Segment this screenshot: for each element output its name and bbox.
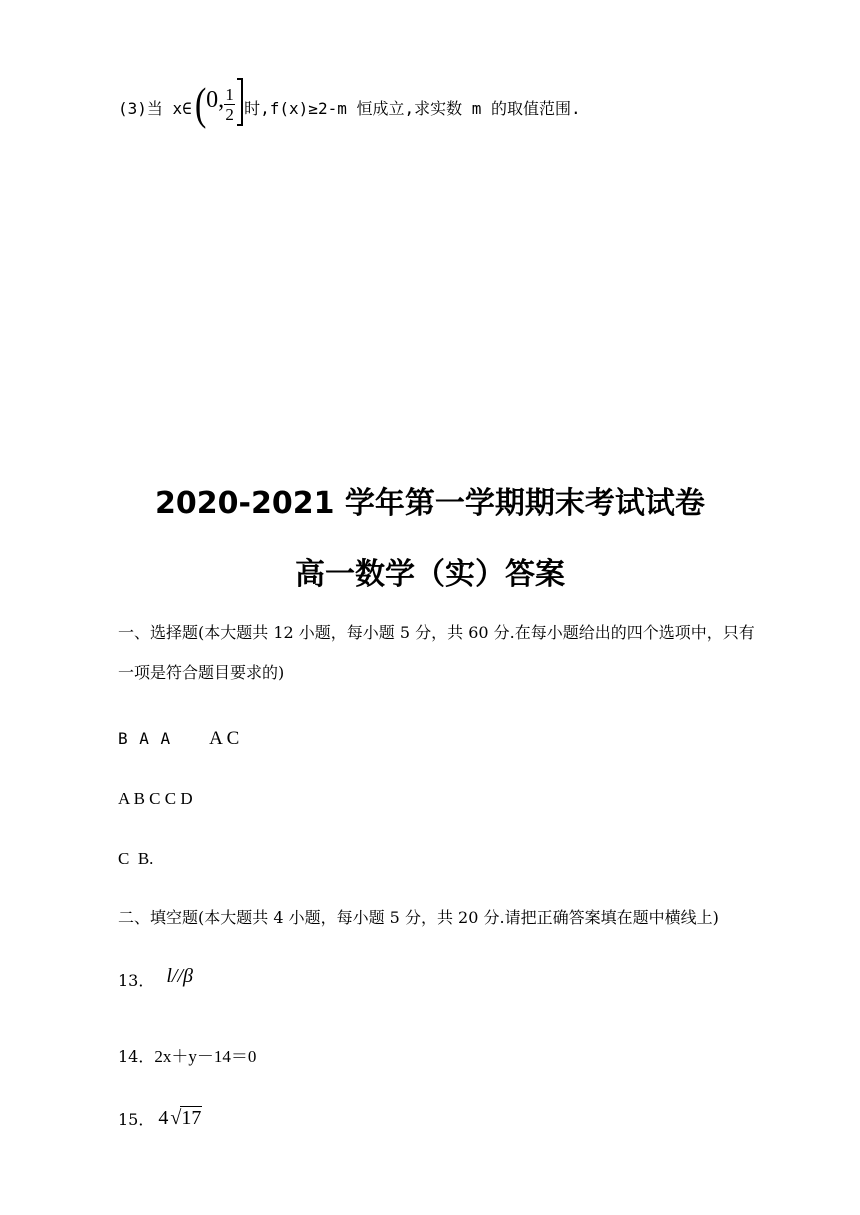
fill-answer-13 bbox=[118, 965, 194, 991]
answer-key-subtitle: 高一数学（实）答案 bbox=[295, 557, 565, 592]
item-14-answer: 2x＋y－14＝0 bbox=[154, 1047, 257, 1066]
interval-upper-fraction bbox=[224, 86, 235, 123]
question-3-suffix: 时,f(x)≥2-m 恒成立,求实数 m 的取值范围. bbox=[244, 98, 581, 118]
item-15-radicand: 17 bbox=[181, 1107, 202, 1129]
item-14-number: 14． bbox=[118, 1047, 155, 1066]
fraction-numerator: 1 bbox=[225, 84, 234, 104]
choice-answers-row2: A B C C D bbox=[118, 789, 193, 808]
section1-heading-line2: 一项是符合题目要求的) bbox=[118, 663, 285, 682]
choice-answers-row3: C B. bbox=[118, 849, 154, 868]
choice-answers-row1-part1: B A A bbox=[118, 729, 172, 748]
choice-answers-row1 bbox=[118, 728, 239, 750]
item-13-number: 13． bbox=[118, 971, 155, 990]
interval-open-paren: ( bbox=[194, 78, 207, 129]
choice-answers-row1-part2: A C bbox=[209, 728, 240, 749]
interval-close-bracket bbox=[237, 78, 243, 126]
sqrt-symbol: √ bbox=[170, 1107, 182, 1129]
section2-heading: 二、填空题(本大题共 4 小题，每小题 5 分，共 20 分.请把正确答案填在题中横线上) bbox=[118, 908, 719, 927]
answer-key-title: 2020-2021 学年第一学期期末考试试卷 bbox=[155, 486, 705, 521]
fill-answer-14 bbox=[118, 1042, 256, 1067]
section1-heading-line1: 一、选择题(本大题共 12 小题，每小题 5 分，共 60 分.在每小题给出的四个选项中，只有 bbox=[118, 623, 755, 642]
item-15-number: 15． bbox=[118, 1110, 155, 1129]
item-15-coefficient: 4 bbox=[158, 1107, 169, 1129]
item-13-answer: l//β bbox=[166, 965, 194, 987]
item-15-answer bbox=[158, 1106, 202, 1130]
interval-lower-bound: 0, bbox=[206, 86, 225, 113]
fill-answer-15 bbox=[118, 1106, 202, 1130]
interval-expression bbox=[193, 78, 243, 129]
question-3-prefix: (3)当 x∈ bbox=[118, 98, 192, 118]
question-3 bbox=[118, 78, 581, 132]
fraction-denominator: 2 bbox=[225, 104, 234, 124]
